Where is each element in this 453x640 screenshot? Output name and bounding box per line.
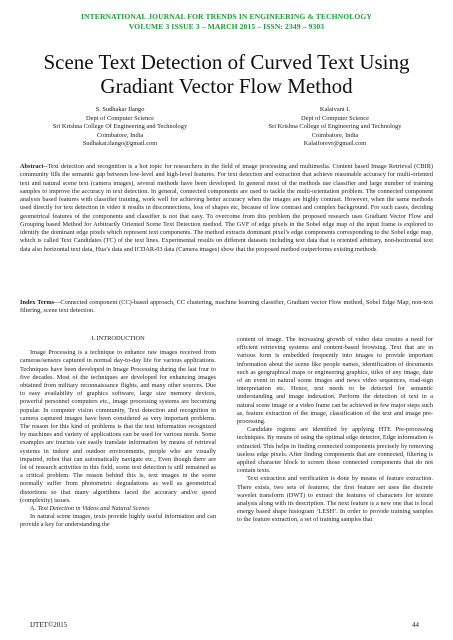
author-dept: Dept of Computer Science: [86, 114, 154, 122]
author-block-1: [20, 106, 220, 149]
intro-paragraph: Image Processing is a technique to enhance raw images received from cameras/sensors captured in normal day-to-day life for various applications. Techniques have been developed in Image Processing during the last four to five decades. Most of the techniques are developed for enhancing images obtained from military reconnaissance flights, and many other sources. Due to easy availability of graphics software, large size memory devices, powerful personnel computers etc., image processing systems are becoming popular. In computer vision community, Text detection and recognition in camera captured images have been considered as very important problems. The reason for this kind of problems is that the text information recognized by machines and variety of applications can be used for various needs. Some examples are tourists can easily translate information by means of retrieval systems in indoor and outdoor environments, people who are visually impaired, robot that can automatically navigate etc., Even though there are lot of research activities in this field, scene text detection is still remained as a critical problem. The reason behind this is, text images in the scene normally suffer from photometric degradations as well as geometrical distortions so that many algorithms faced the accuracy and/or speed (complexity) issues.: [20, 349, 216, 504]
page-number: 44: [412, 621, 419, 629]
author-college: Sri Krishna College Of Engineering and Technology: [52, 123, 188, 131]
continued-paragraph: content of image. The increasing growth of video data creates a need for efficient retrieving systems and content-based browsing. Text that are in various form is embedded frequently into images to provide important information about the scene like people names, identification of documents such as geographical maps or engineering graphics, titles of any image, date of an event in natural scene images and news video sequences, road-sign interpretation etc. Hence, text needs to be detected for semantic understanding and image indexation. Perform the detection of text in a natural scene image or a video frame can be achieved in few major steps such as, feature extraction of the image, classification of the text and image pre-processing.: [237, 336, 433, 426]
author-location: Coimbatore, India: [311, 131, 359, 139]
journal-volume-issue: VOLUME 3 ISSUE 3 – MARCH 2015 – ISSN: 2349 – 9303: [128, 22, 325, 31]
author-name: Kalaivani L: [319, 106, 351, 113]
body-paragraph: Candidate regions are identified by applying HTE Pre-processing techniques. By means of using the optimal edge detector, Edge information is extracted. This helps in finding connected components precisely by removing useless edge pixels. After finding components that are connected, filtering is applied character block to screen those connected components that do not contain texts.: [237, 426, 433, 475]
left-column: [20, 335, 216, 530]
journal-name: INTERNATIONAL JOURNAL FOR TRENDS IN ENGINEERING & TECHNOLOGY: [80, 12, 373, 21]
author-dept: Dept of Computer Science: [301, 114, 369, 122]
section-heading: I. INTRODUCTION: [91, 335, 145, 342]
author-email: Kalaiforevr@gmail.com: [303, 140, 367, 148]
index-terms-text: —Connected component (CC)-based approach, CC clustering, machine learning classifier, Gradiant vector Flow method, Sobel Edge Map, non-text filtering, scene text detection.: [20, 299, 433, 315]
abstract: [20, 163, 433, 254]
footer-copyright: IJTET©2015: [30, 621, 68, 629]
index-terms: [20, 299, 433, 316]
author-college: Sri Krishna College of Engineering and Technology: [268, 123, 402, 131]
author-location: Coimbatore, India: [96, 131, 144, 139]
paper-title: Scene Text Detection of Curved Text Using Gradiant Vector Flow Method: [43, 50, 410, 98]
subsection-paragraph: In natural scene images, texts provide highly useful information and can provide a key for understanding the: [20, 513, 216, 529]
abstract-text: Text detection and recognition is a hot topic for researchers in the field of image processing and multimedia. Content based Image Retrieval (CBIR) community fills the semantic gap between low-level and high-level features. For text detection and extraction that achieve reasonable accuracy for multi-oriented text and natural scene text (camera images), several methods have been developed. In general most of the methods use classifier and large number of training samples to improve the accuracy in text detection. In general, connected components are used to tackle the multi-orientation problem. The connected component analysis based features with classifier training, work well for achieving better accuracy when the images are highly contrast. However, when the same methods used directly for text detection in video it results in disconnections, loss of shapes etc, because of low contrast and complex background. For such cases, deciding geometrical features of the components and classifier is not that easy. To overcome from this problem the proposed research uses Gradiant Vector Flow and Grouping based Method for Arbitrarily Oriented Scene Text Detection method. The GVF of edge pixels in the Sobel edge map of the input frame is explored to identify the dominant edge pixels which represent text components. The method extracts dominant pixel’s edge components corresponding to the Sobel edge map, which is called Text Candidates (TC) of the text lines. Experimental results on different datasets including text data that is oriented arbitrary, non-horizontal text data also horizontal text data, Hua’s data and ICDAR-03 data (Camera images) show that the proposed method outperforms existing methods.: [20, 163, 433, 253]
author-name: S. Sudhakar Ilango: [95, 106, 145, 113]
subsection-title: Text Detection in Videos and Natural Scenes: [37, 505, 150, 513]
index-terms-label: Index Terms: [20, 299, 55, 306]
subsection-number: A.: [30, 505, 38, 513]
author-email: Sudhakar.ilango@gmail.com: [82, 140, 158, 148]
right-column: [237, 336, 433, 525]
author-block-2: [235, 106, 435, 149]
body-paragraph: Text extraction and verification is done by means of feature extraction. There exists, two sets of features; the first feature set uses the discrete wavelet transform (DWT) to extract the features of characters for texture analysis along with its description. The next feature is a new one that is local energy based shape histogram ‘LESH’. In order to provide training samples to the feature extraction, a set of training samples that: [237, 475, 433, 524]
abstract-label: Abstract--: [20, 163, 48, 170]
subsection-heading: [20, 505, 216, 513]
